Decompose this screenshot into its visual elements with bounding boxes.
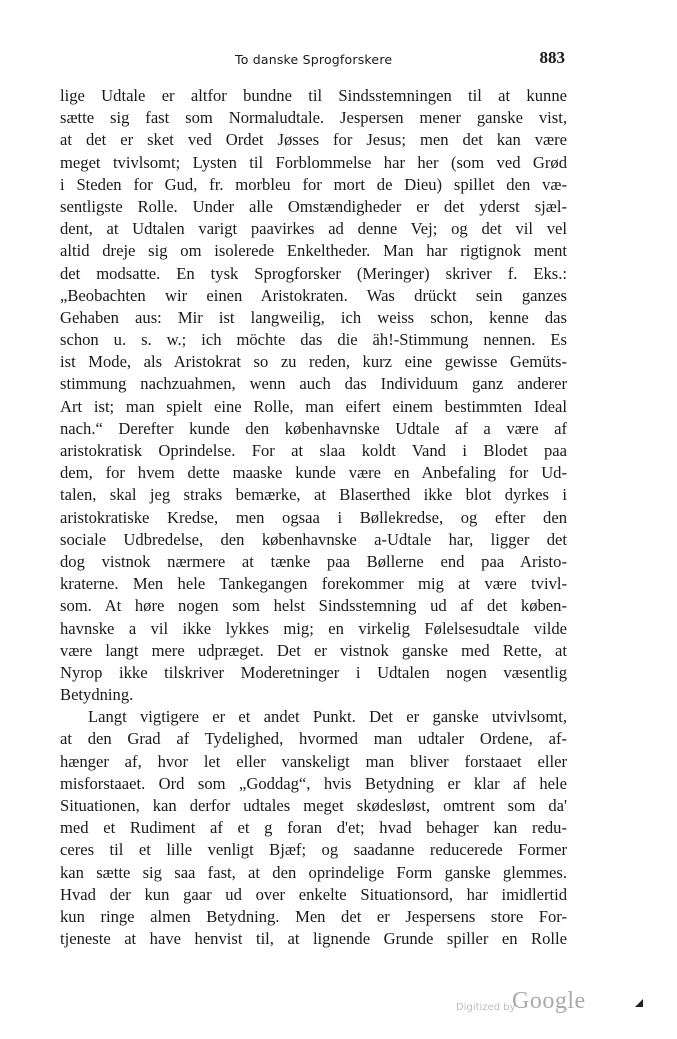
body-text	[60, 85, 567, 950]
digitized-by-google-watermark	[456, 990, 606, 1020]
text-line: Hvad der kun gaar ud over enkelte Situationsord, har imidlertid	[60, 884, 567, 904]
paragraph-start-line: Langt vigtigere er et andet Punkt. Det er ganske utvivlsomt,	[88, 707, 567, 727]
text-line: være langt mere udpræget. Det er vistnok ganske med Rette, at	[60, 640, 567, 660]
text-line: Art ist; man spielt eine Rolle, man eifert einem bestimmten Ideal	[60, 396, 567, 416]
text-line: misforstaaet. Ord som „Goddag“, hvis Betydning er klar af hele	[60, 773, 567, 793]
text-line: altid dreje sig om isolerede Enkeltheder. Man har rigtignok ment	[60, 241, 567, 261]
google-logo-text: Google	[512, 988, 586, 1014]
text-line: dog vistnok nærmere at tænke paa Bøllerne end paa Aristo-	[60, 551, 567, 571]
text-line: kun ringe almen Betydning. Men det er Jespersens store For-	[60, 906, 567, 926]
corner-mark-icon	[634, 998, 644, 1008]
text-line: aristokratiske Kredse, men ogsaa i Bøllekredse, og efter den	[60, 507, 567, 527]
text-line: kraterne. Men hele Tankegangen forekommer mig at være tvivl-	[60, 574, 567, 594]
text-line: med et Rudiment af et g foran d'et; hvad behager kan redu-	[60, 818, 567, 838]
page-header	[60, 50, 567, 70]
text-line: hænger af, hvor let eller vanskeligt man bliver forstaaet eller	[60, 751, 567, 771]
text-line: havnske a vil ikke lykkes mig; en virkelig Følelsesudtale vilde	[60, 618, 567, 638]
text-line: ceres til et lille venligt Bjæf; og saadanne reducerede Former	[60, 840, 567, 860]
text-line: kan sætte sig saa fast, at den oprindelige Form ganske glemmes.	[60, 862, 567, 882]
text-line: aristokratisk Oprindelse. For at slaa koldt Vand i Blodet paa	[60, 441, 567, 460]
text-line: Gehaben aus: Mir ist langweilig, ich weiss schon, kenne das	[60, 307, 567, 327]
text-line: sætte sig fast som Normaludtale. Jespersen mener ganske vist,	[60, 108, 567, 128]
running-title: To danske Sprogforskere	[235, 52, 393, 67]
text-line: ist Mode, als Aristokrat so zu reden, kurz eine gewisse Gemüts-	[60, 352, 567, 372]
digitized-label: Digitized by	[456, 1002, 516, 1013]
text-line: nach.“ Derefter kunde den københavnske Udtale af a være af	[60, 418, 567, 438]
text-line: Situationen, kan derfor udtales meget skødesløst, omtrent som da'	[60, 796, 567, 815]
text-line: Nyrop ikke tilskriver Moderetninger i Udtalen nogen væsentlig	[60, 662, 567, 682]
text-line: „Beobachten wir einen Aristokraten. Was drückt sein ganzes	[60, 285, 567, 305]
text-line: talen, skal jeg straks bemærke, at Blaserthed ikke blot dyrkes i	[60, 485, 567, 505]
text-line: i Steden for Gud, fr. morbleu for mort de Dieu) spillet den væ-	[60, 174, 567, 194]
text-line: lige Udtale er altfor bundne til Sindsstemningen til at kunne	[60, 86, 567, 105]
page-number: 883	[539, 48, 565, 67]
text-line: sociale Udbredelse, den københavnske a-Udtale har, ligger det	[60, 529, 567, 549]
text-line: meget tvivlsomt; Lysten til Forblommelse har her (som ved Grød	[60, 152, 567, 172]
text-line: dent, at Udtalen varigt paavirkes ad denne Vej; og det vil vel	[60, 219, 567, 239]
text-line: at det er sket ved Ordet Jøsses for Jesus; men det kan være	[60, 130, 567, 150]
text-line: tjeneste at have henvist til, at lignende Grunde spiller en Rolle	[60, 929, 567, 949]
text-line: at den Grad af Tydelighed, hvormed man udtaler Ordene, af-	[60, 729, 567, 749]
text-line: som. At høre nogen som helst Sindsstemning ud af det køben-	[60, 596, 567, 616]
text-line: stimmung nachzuahmen, wenn auch das Individuum ganz anderer	[60, 374, 567, 394]
text-line: sentligste Rolle. Under alle Omstændigheder er det yderst sjæl-	[60, 196, 567, 216]
text-line: dem, for hvem dette maaske kunde være en Anbefaling for Ud-	[60, 463, 567, 483]
text-line: schon u. s. w.; ich möchte das die äh!-Stimmung nennen. Es	[60, 330, 567, 350]
text-line: Betydning.	[60, 685, 134, 705]
text-line: det modsatte. En tysk Sprogforsker (Meringer) skriver f. Eks.:	[60, 263, 567, 283]
